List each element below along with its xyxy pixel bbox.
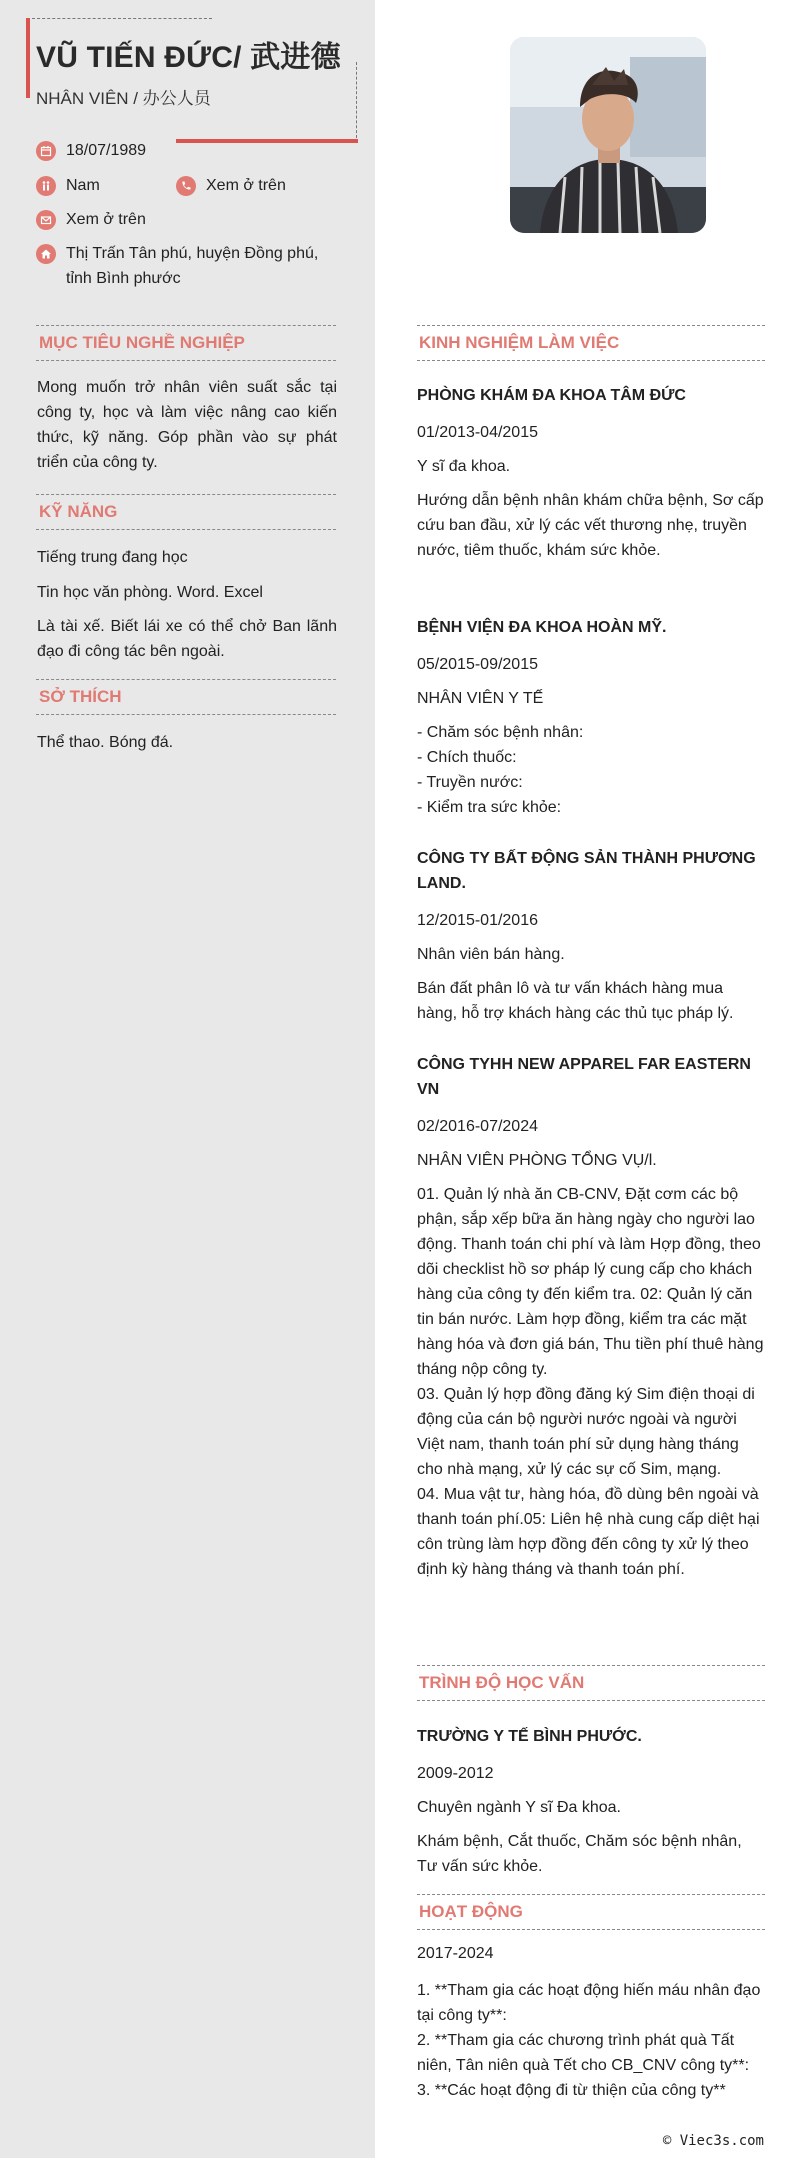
education-major: Chuyên ngành Y sĩ Đa khoa. xyxy=(417,1799,621,1816)
job-org: CÔNG TYHH NEW APPAREL FAR EASTERN VN xyxy=(417,1056,751,1098)
job-position: Y sĩ đa khoa. xyxy=(417,458,511,475)
job-title: NHÂN VIÊN / 办公人员 xyxy=(36,89,211,108)
education-period: 2009-2012 xyxy=(417,1765,494,1782)
skill-item: Tiếng trung đang học xyxy=(37,549,188,566)
email-row xyxy=(36,207,146,232)
phone-text: Xem ở trên xyxy=(206,177,286,194)
education-entry xyxy=(417,1724,765,1888)
school-name: TRƯỜNG Y TẾ BÌNH PHƯỚC. xyxy=(417,1728,642,1745)
sidebar xyxy=(0,0,375,2158)
address-text: Thị Trấn Tân phú, huyện Đồng phú, tỉnh Bình phước xyxy=(66,245,319,287)
job-org: BỆNH VIỆN ĐA KHOA HOÀN MỸ. xyxy=(417,619,667,636)
job-period: 05/2015-09/2015 xyxy=(417,656,538,673)
education-title: TRÌNH ĐỘ HỌC VẤN xyxy=(417,1665,765,1701)
activity-line: 3. **Các hoạt động đi từ thiện của công ty** xyxy=(417,2082,726,2099)
gender-text: Nam xyxy=(66,177,100,194)
name-right-divider xyxy=(356,62,357,138)
job-period: 12/2015-01/2016 xyxy=(417,912,538,929)
job-description: Bán đất phân lô và tư vấn khách hàng mua hàng, hỗ trợ khách hàng các thủ tục pháp lý. xyxy=(417,980,734,1022)
phone-row xyxy=(176,173,286,198)
experience-title: KINH NGHIỆM LÀM VIỆC xyxy=(417,325,765,361)
watermark: © Viec3s.com xyxy=(662,2133,764,2149)
activities-title: HOẠT ĐỘNG xyxy=(417,1894,765,1930)
name-top-divider xyxy=(32,18,212,19)
skills-title: KỸ NĂNG xyxy=(36,494,336,530)
job-line: - Truyền nước: xyxy=(417,774,523,791)
calendar-icon xyxy=(36,141,56,161)
full-name: VŨ TIẾN ĐỨC/ 武进德 xyxy=(36,41,341,74)
email-icon xyxy=(36,210,56,230)
job-line: - Chăm sóc bệnh nhân: xyxy=(417,724,584,741)
job-line: 01. Quản lý nhà ăn CB-CNV, Đặt cơm các bộ phận, sắp xếp bữa ăn hàng ngày cho người lao động. Thanh toán chi phí và làm Hợp đồng, theo dõi checklist hồ sơ pháp lý cung cấp cho khách hàng của công ty đến kiểm tra. 02: Quản lý căn tin bán nước. Làm hợp đồng, kiểm tra các mặt hàng hóa và đơn giá bán, Thu tiền phí thuê hàng tháng nộp công ty. xyxy=(417,1186,764,1378)
objective-title: MỤC TIÊU NGHỀ NGHIỆP xyxy=(36,325,336,361)
activities-period: 2017-2024 xyxy=(417,1945,494,1962)
name-block xyxy=(26,18,356,140)
hobbies-text: Thể thao. Bóng đá. xyxy=(37,734,174,751)
education-description: Khám bệnh, Cắt thuốc, Chăm sóc bệnh nhân, Tư vấn sức khỏe. xyxy=(417,1833,742,1875)
email-text: Xem ở trên xyxy=(66,211,146,228)
job-position: Nhân viên bán hàng. xyxy=(417,946,565,963)
hobbies-title: SỞ THÍCH xyxy=(36,679,336,715)
name-accent-bar xyxy=(26,18,30,98)
avatar xyxy=(510,37,706,233)
job-period: 01/2013-04/2015 xyxy=(417,424,538,441)
name-bottom-accent xyxy=(176,139,358,143)
job-line: 03. Quản lý hợp đồng đăng ký Sim điện thoại di động của cán bộ người nước ngoài và người Việt nam, thanh toán phí sử dụng hàng tháng cho nhà mạng, xử lý các sự cố Sim, mạng. xyxy=(417,1386,755,1478)
job-period: 02/2016-07/2024 xyxy=(417,1118,538,1135)
gender-icon xyxy=(36,176,56,196)
job-entry xyxy=(417,615,765,820)
skill-item: Tin học văn phòng. Word. Excel xyxy=(37,584,263,601)
phone-icon xyxy=(176,176,196,196)
home-icon xyxy=(36,244,56,264)
activities-entry xyxy=(417,1941,765,2103)
activity-line: 1. **Tham gia các hoạt động hiến máu nhân đạo tại công ty**: xyxy=(417,1982,761,2024)
activity-line: 2. **Tham gia các chương trình phát quà Tất niên, Tân niên quà Tết cho CB_CNV công ty**: xyxy=(417,2032,750,2074)
job-line: - Chích thuốc: xyxy=(417,749,517,766)
job-org: CÔNG TY BẤT ĐỘNG SẢN THÀNH PHƯƠNG LAND. xyxy=(417,850,756,892)
birthday-text: 18/07/1989 xyxy=(66,142,147,159)
job-line: 04. Mua vật tư, hàng hóa, đồ dùng bên ngoài và thanh toán phí.05: Liên hệ nhà cung cấp diệt hại côn trùng làm hợp đồng đến công ty xử lý theo định kỳ hàng tháng và thanh toán phí. xyxy=(417,1486,760,1578)
job-entry xyxy=(417,383,765,572)
job-position: NHÂN VIÊN Y TẾ xyxy=(417,690,544,707)
gender-row xyxy=(36,173,100,198)
job-position: NHÂN VIÊN PHÒNG TỔNG VỤ/l. xyxy=(417,1152,657,1169)
job-entry xyxy=(417,1052,765,1582)
address-row xyxy=(36,241,336,291)
job-description: Hướng dẫn bệnh nhân khám chữa bệnh, Sơ cấp cứu ban đầu, xử lý các vết thương nhẹ, truyền nước, tiêm thuốc, khám sức khỏe. xyxy=(417,492,764,559)
birthday-row xyxy=(36,138,146,163)
skill-item: Là tài xế. Biết lái xe có thể chở Ban lãnh đạo đi công tác bên ngoài. xyxy=(37,618,337,660)
job-line: - Kiểm tra sức khỏe: xyxy=(417,799,562,816)
job-org: PHÒNG KHÁM ĐA KHOA TÂM ĐỨC xyxy=(417,387,686,404)
job-entry xyxy=(417,846,765,1035)
objective-text: Mong muốn trở nhân viên suất sắc tại công ty, học và làm việc nâng cao kiến thức, kỹ năng. Góp phần vào sự phát triển của công ty. xyxy=(37,379,337,471)
